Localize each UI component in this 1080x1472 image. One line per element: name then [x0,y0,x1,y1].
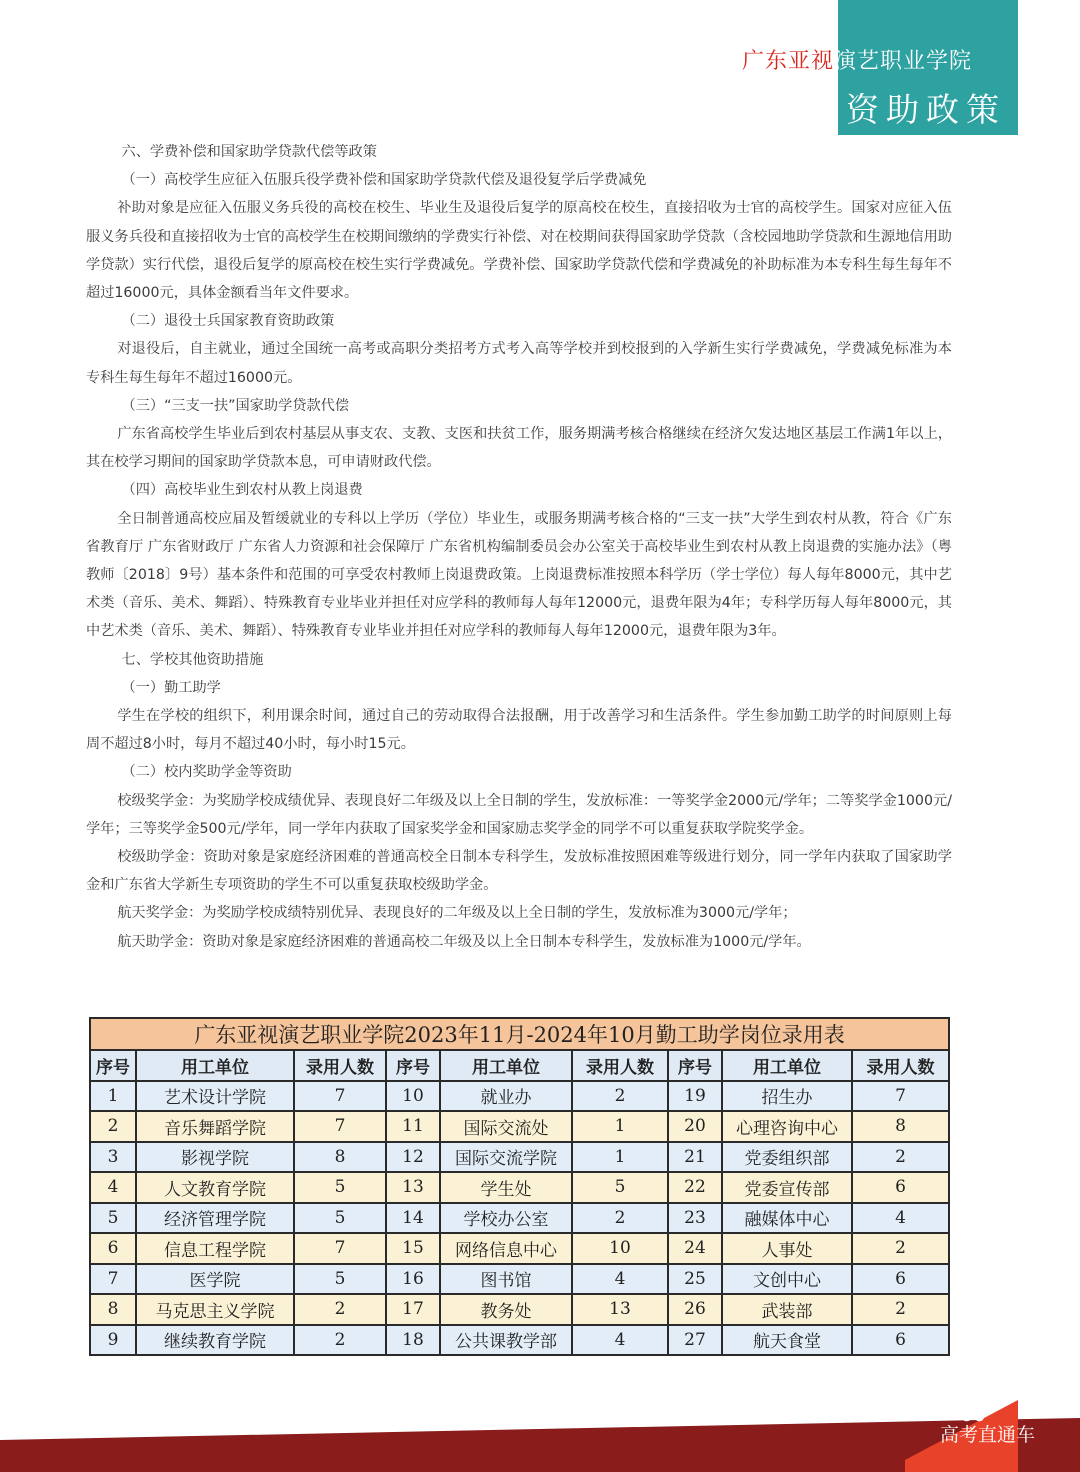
table-cell: 人文教育学院 [136,1172,294,1203]
table-cell: 4 [572,1325,668,1356]
table-cell: 7 [294,1233,386,1264]
school-name-part1: 广东亚视 [742,49,835,74]
table-cell: 6 [852,1325,949,1356]
table-cell: 1 [572,1111,668,1142]
table-cell: 6 [852,1264,949,1295]
table-cell: 21 [668,1142,722,1173]
table-cell: 3 [90,1142,136,1173]
paragraph: 航天奖学金：为奖励学校成绩特别优异、表现良好的二年级及以上全日制的学生，发放标准为3000元/学年； [117,905,797,922]
table-cell: 11 [386,1111,440,1142]
paragraph: 航天助学金：资助对象是家庭经济困难的普通高校二年级及以上全日制本专科学生，发放标准为1000元/学年。 [117,933,811,950]
table-cell: 融媒体中心 [722,1203,852,1234]
table-cell: 1 [90,1081,136,1112]
paragraph: 补助对象是应征入伍服义务兵役的高校在校生、毕业生及退役后复学的原高校在校生，直接招收为士官的高校学生。国家对应征入伍服义务兵役和直接招收为士官的高校学生在校期间缴纳的学费实行补偿、对在校期间获得国家助学贷款（含校园地助学贷款和生源地信用助学贷款）实行代偿，退役后复学的原高校在校生实行学费减免。学费补偿、国家助学贷款代偿和学费减免的补助标准为本专科生每生每年不超过16000元，具体金额看当年文件要求。 [86,200,952,302]
section-heading: （一）勤工助学 [121,679,221,696]
table-cell: 4 [852,1203,949,1234]
school-name [742,44,972,75]
table-cell: 国际交流处 [440,1111,572,1142]
watermark: 高考直通车 [940,1424,1036,1446]
table-cell: 5 [294,1172,386,1203]
table-cell: 14 [386,1203,440,1234]
table-cell: 19 [668,1081,722,1112]
table-cell: 学生处 [440,1172,572,1203]
table-row [90,1294,949,1325]
table-row [90,1233,949,1264]
table-row [90,1203,949,1234]
table-cell: 文创中心 [722,1264,852,1295]
table-cell: 26 [668,1294,722,1325]
paragraph: 广东省高校学生毕业后到农村基层从事支农、支教、支医和扶贫工作，服务期满考核合格继续在经济欠发达地区基层工作满1年以上，其在校学习期间的国家助学贷款本息，可申请财政代偿。 [86,426,952,471]
table-cell: 9 [90,1325,136,1356]
table-cell: 2 [90,1111,136,1142]
table-cell: 2 [572,1081,668,1112]
table-cell: 公共课教学部 [440,1325,572,1356]
table-cell: 7 [852,1081,949,1112]
section-heading: （二）校内奖助学金等资助 [121,764,292,781]
table-cell: 8 [294,1142,386,1173]
paragraph: 校级助学金：资助对象是家庭经济困难的普通高校全日制本专科学生，发放标准按照困难等级进行划分，同一学年内获取了国家助学金和广东省大学新生专项资助的学生不可以重复获取校级助学金。 [86,849,952,894]
table-cell: 心理咨询中心 [722,1111,852,1142]
table-cell: 2 [852,1294,949,1325]
table-row [90,1111,949,1142]
table-cell: 国际交流学院 [440,1142,572,1173]
table-cell: 医学院 [136,1264,294,1295]
table-cell: 学校办公室 [440,1203,572,1234]
column-header: 录用人数 [294,1050,386,1081]
section-heading: 六、学费补偿和国家助学贷款代偿等政策 [121,144,377,160]
table-cell: 10 [572,1233,668,1264]
table-cell: 13 [572,1294,668,1325]
table-cell: 16 [386,1264,440,1295]
table-cell: 图书馆 [440,1264,572,1295]
table-cell: 24 [668,1233,722,1264]
table-cell: 13 [386,1172,440,1203]
section-heading: （二）退役士兵国家教育资助政策 [121,313,335,330]
column-header: 用工单位 [722,1050,852,1081]
table-cell: 15 [386,1233,440,1264]
table-row [90,1172,949,1203]
column-header: 录用人数 [572,1050,668,1081]
table-cell: 1 [572,1142,668,1173]
column-header: 序号 [386,1050,440,1081]
table-cell: 6 [852,1172,949,1203]
column-header: 录用人数 [852,1050,949,1081]
table-cell: 武装部 [722,1294,852,1325]
table-cell: 4 [572,1264,668,1295]
table-cell: 党委组织部 [722,1142,852,1173]
table-cell: 23 [668,1203,722,1234]
table-cell: 音乐舞蹈学院 [136,1111,294,1142]
table-cell: 党委宣传部 [722,1172,852,1203]
table-cell: 就业办 [440,1081,572,1112]
table-cell: 2 [572,1203,668,1234]
table-cell: 信息工程学院 [136,1233,294,1264]
table-row [90,1325,949,1356]
section-title: 资助政策 [846,90,1006,129]
table-cell: 艺术设计学院 [136,1081,294,1112]
table-cell: 5 [294,1203,386,1234]
paragraph: 学生在学校的组织下，利用课余时间，通过自己的劳动取得合法报酬，用于改善学习和生活条件。学生参加勤工助学的时间原则上每周不超过8小时，每月不超过40小时，每小时15元。 [86,708,952,753]
paragraph: 全日制普通高校应届及暂缓就业的专科以上学历（学位）毕业生，或服务期满考核合格的“三支一扶”大学生到农村从教，符合《广东省教育厅 广东省财政厅 广东省人力资源和社会保障厅 广东省机构编制委员会办公室关于高校毕业生到农村从教上岗退费的实施办法》（粤教师〔2018〕9号）基本条件和范围的可享受农村教师上岗退费政策。上岗退费标准按照本科学历（学士学位）每人每年8000元，其中艺术类（音乐、美术、舞蹈）、特殊教育专业毕业并担任对应学科的教师每人每年12000元，退费年限为4年；专科学历每人每年8000元，其中艺术类（音乐、美术、舞蹈）、特殊教育专业毕业并担任对应学科的教师每人每年12000元，退费年限为3年。 [86,510,952,640]
table-row [90,1142,949,1173]
column-header: 序号 [668,1050,722,1081]
table-cell: 7 [294,1111,386,1142]
table-cell: 招生办 [722,1081,852,1112]
table-cell: 2 [852,1233,949,1264]
work-study-table [89,1017,950,1356]
table-cell: 2 [852,1142,949,1173]
table-cell: 18 [386,1325,440,1356]
table-cell: 继续教育学院 [136,1325,294,1356]
table-cell: 20 [668,1111,722,1142]
table-header-row [90,1050,949,1081]
table-cell: 4 [90,1172,136,1203]
table-cell: 7 [294,1081,386,1112]
column-header: 用工单位 [136,1050,294,1081]
table-cell: 6 [90,1233,136,1264]
table-cell: 25 [668,1264,722,1295]
footer-decoration [0,1400,1080,1472]
table-cell: 航天食堂 [722,1325,852,1356]
table-row [90,1081,949,1112]
table-title: 广东亚视演艺职业学院2023年11月-2024年10月勤工助学岗位录用表 [90,1018,949,1050]
table-cell: 经济管理学院 [136,1203,294,1234]
table-cell: 马克思主义学院 [136,1294,294,1325]
section-heading: （四）高校毕业生到农村从教上岗退费 [121,482,363,499]
table-cell: 17 [386,1294,440,1325]
table-cell: 教务处 [440,1294,572,1325]
paragraph: 对退役后，自主就业，通过全国统一高考或高职分类招考方式考入高等学校并到校报到的入学新生实行学费减免，学费减免标准为本专科生每生每年不超过16000元。 [86,341,952,386]
table-cell: 22 [668,1172,722,1203]
table-cell: 5 [572,1172,668,1203]
table-cell: 10 [386,1081,440,1112]
section-heading: （三）“三支一扶”国家助学贷款代偿 [121,397,350,414]
table-cell: 5 [90,1203,136,1234]
school-name-part2: 演艺职业学院 [834,49,973,74]
table-cell: 7 [90,1264,136,1295]
table-cell: 8 [90,1294,136,1325]
table-row [90,1264,949,1295]
column-header: 序号 [90,1050,136,1081]
table-cell: 影视学院 [136,1142,294,1173]
column-header: 用工单位 [440,1050,572,1081]
section-heading: 七、学校其他资助措施 [121,651,264,668]
section-heading: （一）高校学生应征入伍服兵役学费补偿和国家助学贷款代偿及退役复学后学费减免 [121,172,647,189]
table-cell: 网络信息中心 [440,1233,572,1264]
table-cell: 2 [294,1294,386,1325]
page-number: 66 [960,1402,986,1426]
table-cell: 27 [668,1325,722,1356]
table-cell: 2 [294,1325,386,1356]
table-cell: 8 [852,1111,949,1142]
table-cell: 人事处 [722,1233,852,1264]
policy-text [86,138,952,956]
table-cell: 5 [294,1264,386,1295]
table-cell: 12 [386,1142,440,1173]
paragraph: 校级奖学金：为奖励学校成绩优异、表现良好二年级及以上全日制的学生，发放标准：一等奖学金2000元/学年；二等奖学金1000元/学年；三等奖学金500元/学年，同一学年内获取了国家奖学金和国家励志奖学金的同学不可以重复获取学院奖学金。 [86,792,952,837]
